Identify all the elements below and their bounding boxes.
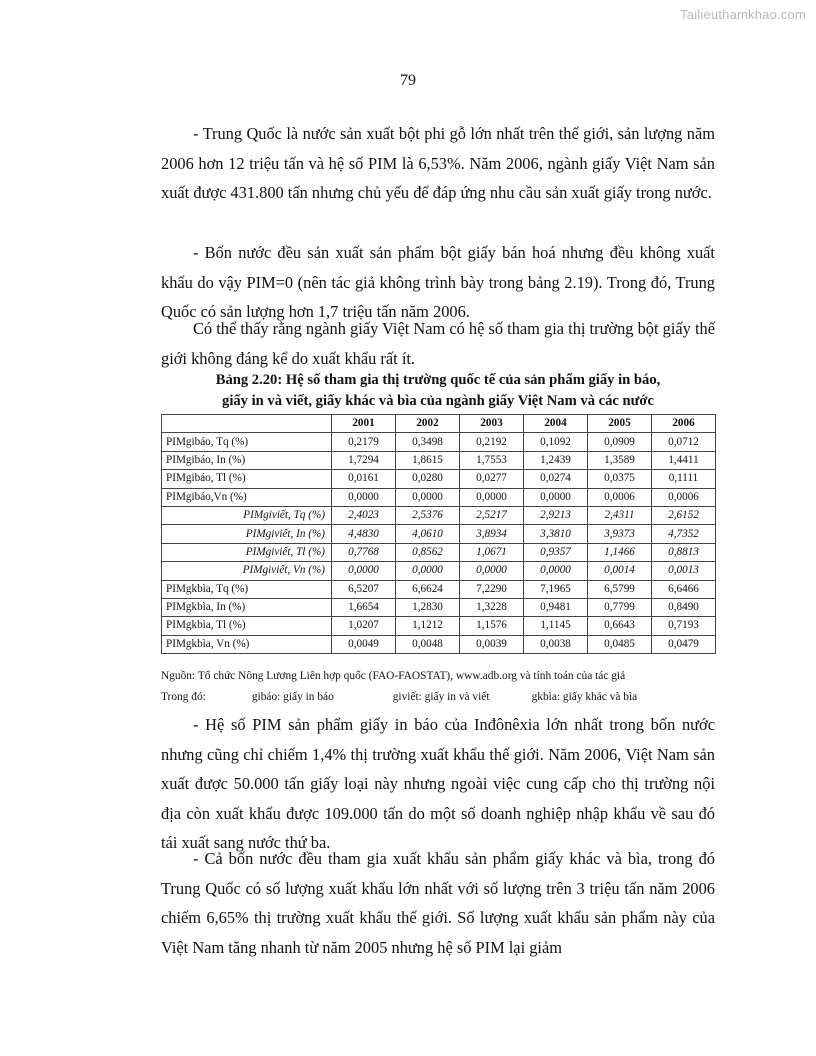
table-cell: 0,0038 <box>524 635 588 653</box>
table-header-cell: 2005 <box>588 415 652 433</box>
watermark: Tailieuthamkhao.com <box>680 7 806 22</box>
table-cell: 1,7294 <box>332 451 396 469</box>
paragraph: Có thể thấy rằng ngành giấy Việt Nam có hệ số tham gia thị trường bột giấy thế giới không đáng kể do xuất khẩu rất ít. <box>161 319 715 368</box>
table-cell: 1,1145 <box>524 617 588 635</box>
paragraph: - Trung Quốc là nước sản xuất bột phi gỗ lớn nhất trên thế giới, sản lượng năm 2006 hơn 12 triệu tấn và hệ số PIM là 6,53%. Năm 2006, ngành giấy Việt Nam sản xuất được 431.800 tấn nhưng chủ yếu để đáp ứng nhu cầu sản xuất giấy trong nước. <box>161 124 715 202</box>
table-cell: 2,4023 <box>332 506 396 524</box>
table-caption-line: Bảng 2.20: Hệ số tham gia thị trường quốc tế của sản phẩm giấy in báo, <box>215 372 661 388</box>
table-row <box>162 451 716 469</box>
row-label: PIMgibáo, Tq (%) <box>162 433 332 451</box>
table-cell: 0,0013 <box>652 562 716 580</box>
row-label: PIMgiviết, Tq (%) <box>162 506 332 524</box>
legend-item: gkbìa: giấy khác và bìa <box>531 691 638 703</box>
table-cell: 0,0712 <box>652 433 716 451</box>
table-cell: 6,6466 <box>652 580 716 598</box>
table-cell: 0,9481 <box>524 598 588 616</box>
table-cell: 0,0039 <box>460 635 524 653</box>
table-cell: 2,4311 <box>588 506 652 524</box>
table-row <box>162 506 716 524</box>
row-label: PIMgiviết, Tl (%) <box>162 543 332 561</box>
paragraph: - Bốn nước đều sản xuất sản phẩm bột giấy bán hoá nhưng đều không xuất khẩu do vậy PIM=0 (nên tác giả không trình bày trong bảng 2.19). Trong đó, Trung Quốc có sản lượng hơn 1,7 triệu tấn năm 2006. <box>161 243 715 321</box>
table-cell: 1,2439 <box>524 451 588 469</box>
table-header-cell: 2006 <box>652 415 716 433</box>
table-cell: 1,3228 <box>460 598 524 616</box>
table-legend <box>161 689 721 705</box>
table-body <box>162 433 716 654</box>
table-cell: 0,2192 <box>460 433 524 451</box>
table-cell: 1,0207 <box>332 617 396 635</box>
table-cell: 1,0671 <box>460 543 524 561</box>
row-label: PIMgibáo,Vn (%) <box>162 488 332 506</box>
table-cell: 6,5799 <box>588 580 652 598</box>
table-cell: 2,6152 <box>652 506 716 524</box>
table-cell: 0,3498 <box>396 433 460 451</box>
table-cell: 4,0610 <box>396 525 460 543</box>
table-cell: 1,1576 <box>460 617 524 635</box>
paragraph: - Cả bốn nước đều tham gia xuất khẩu sản phẩm giấy khác và bìa, trong đó Trung Quốc có số lượng xuất khẩu lớn nhất với số lượng trên 3 triệu tấn năm 2006 chiếm 6,65% thị trường xuất khẩu thế giới. Số lượng xuất khẩu sản phẩm này của Việt Nam tăng nhanh từ năm 2005 nhưng hệ số PIM lại giảm <box>161 849 715 957</box>
table-cell: 2,5376 <box>396 506 460 524</box>
legend-item: gibáo: giấy in báo <box>251 691 334 703</box>
table-cell: 0,9357 <box>524 543 588 561</box>
table-cell: 3,9373 <box>588 525 652 543</box>
table-cell: 0,7193 <box>652 617 716 635</box>
table-cell: 2,9213 <box>524 506 588 524</box>
table-row <box>162 543 716 561</box>
table-cell: 0,6643 <box>588 617 652 635</box>
table-cell: 0,0000 <box>524 488 588 506</box>
table-cell: 2,5217 <box>460 506 524 524</box>
table-cell: 1,7553 <box>460 451 524 469</box>
table-cell: 0,0000 <box>524 562 588 580</box>
table-row <box>162 488 716 506</box>
legend-intro: Trong đó: <box>161 691 206 703</box>
table-cell: 1,1466 <box>588 543 652 561</box>
paragraph: - Hệ số PIM sản phẩm giấy in báo của Inđônêxia lớn nhất trong bốn nước nhưng cũng chỉ chiếm 1,4% thị trường xuất khẩu thế giới. Năm 2006, Việt Nam sản xuất được 50.000 tấn giấy loại này nhưng ngoài việc cung cấp cho thị trường nội địa còn xuất khẩu được 109.000 tấn do một số doanh nghiệp nhập khẩu về sau đó tái xuất sang nước thứ ba. <box>161 715 715 852</box>
table-cell: 0,0280 <box>396 470 460 488</box>
table-cell: 0,0161 <box>332 470 396 488</box>
table-row <box>162 470 716 488</box>
table-cell: 3,3810 <box>524 525 588 543</box>
table-cell: 0,0909 <box>588 433 652 451</box>
table-cell: 1,2830 <box>396 598 460 616</box>
legend-item: giviết: giấy in và viết <box>392 691 490 703</box>
table-cell: 0,1092 <box>524 433 588 451</box>
table-cell: 0,2179 <box>332 433 396 451</box>
table-cell: 0,0049 <box>332 635 396 653</box>
table-row <box>162 598 716 616</box>
table-row <box>162 562 716 580</box>
row-label: PIMgibáo, Tl (%) <box>162 470 332 488</box>
table-cell: 0,0006 <box>588 488 652 506</box>
row-label: PIMgiviết, Vn (%) <box>162 562 332 580</box>
row-label: PIMgkbìa, In (%) <box>162 598 332 616</box>
table-cell: 0,8562 <box>396 543 460 561</box>
table-header-row <box>162 415 716 433</box>
table-cell: 0,7799 <box>588 598 652 616</box>
table-cell: 0,0485 <box>588 635 652 653</box>
table-row <box>162 433 716 451</box>
table-cell: 3,8934 <box>460 525 524 543</box>
table-cell: 1,3589 <box>588 451 652 469</box>
table-cell: 0,0000 <box>332 488 396 506</box>
table-cell: 0,7768 <box>332 543 396 561</box>
table-cell: 6,6624 <box>396 580 460 598</box>
table-row <box>162 525 716 543</box>
table-cell: 4,4830 <box>332 525 396 543</box>
row-label: PIMgkbìa, Vn (%) <box>162 635 332 653</box>
table-cell: 7,2290 <box>460 580 524 598</box>
table-cell: 0,0048 <box>396 635 460 653</box>
table-header-cell: 2001 <box>332 415 396 433</box>
table-cell: 0,0000 <box>332 562 396 580</box>
row-label: PIMgkbìa, Tl (%) <box>162 617 332 635</box>
table-cell: 0,1111 <box>652 470 716 488</box>
table-cell: 0,0000 <box>460 562 524 580</box>
table-cell: 4,7352 <box>652 525 716 543</box>
table-cell: 0,0014 <box>588 562 652 580</box>
table-cell: 7,1965 <box>524 580 588 598</box>
table-header-cell: 2003 <box>460 415 524 433</box>
table-source: Nguồn: Tổ chức Nông Lương Liên hợp quốc (FAO-FAOSTAT), www.adb.org và tính toán của tác giả <box>161 670 626 682</box>
table-cell: 1,8615 <box>396 451 460 469</box>
table-cell: 0,0375 <box>588 470 652 488</box>
table-row <box>162 580 716 598</box>
table-cell: 0,0000 <box>396 562 460 580</box>
table-cell: 0,0000 <box>396 488 460 506</box>
table-cell: 0,0277 <box>460 470 524 488</box>
table-cell: 0,8813 <box>652 543 716 561</box>
row-label: PIMgiviết, In (%) <box>162 525 332 543</box>
table-cell: 0,0274 <box>524 470 588 488</box>
table-cell: 1,6654 <box>332 598 396 616</box>
row-label: PIMgibáo, In (%) <box>162 451 332 469</box>
table-cell: 1,4411 <box>652 451 716 469</box>
table-cell: 0,8490 <box>652 598 716 616</box>
page-number: 79 <box>400 72 416 89</box>
table-cell: 0,0000 <box>460 488 524 506</box>
table-cell: 0,0006 <box>652 488 716 506</box>
table-row <box>162 635 716 653</box>
table-header-cell: 2002 <box>396 415 460 433</box>
table-cell: 0,0479 <box>652 635 716 653</box>
table-cell: 6,5207 <box>332 580 396 598</box>
pim-table <box>161 414 716 654</box>
table-row <box>162 617 716 635</box>
row-label: PIMgkbìa, Tq (%) <box>162 580 332 598</box>
table-header-cell: 2004 <box>524 415 588 433</box>
table-header-cell <box>162 415 332 433</box>
table-caption-line: giấy in và viết, giấy khác và bìa của ngành giấy Việt Nam và các nước <box>222 393 654 409</box>
table-cell: 1,1212 <box>396 617 460 635</box>
